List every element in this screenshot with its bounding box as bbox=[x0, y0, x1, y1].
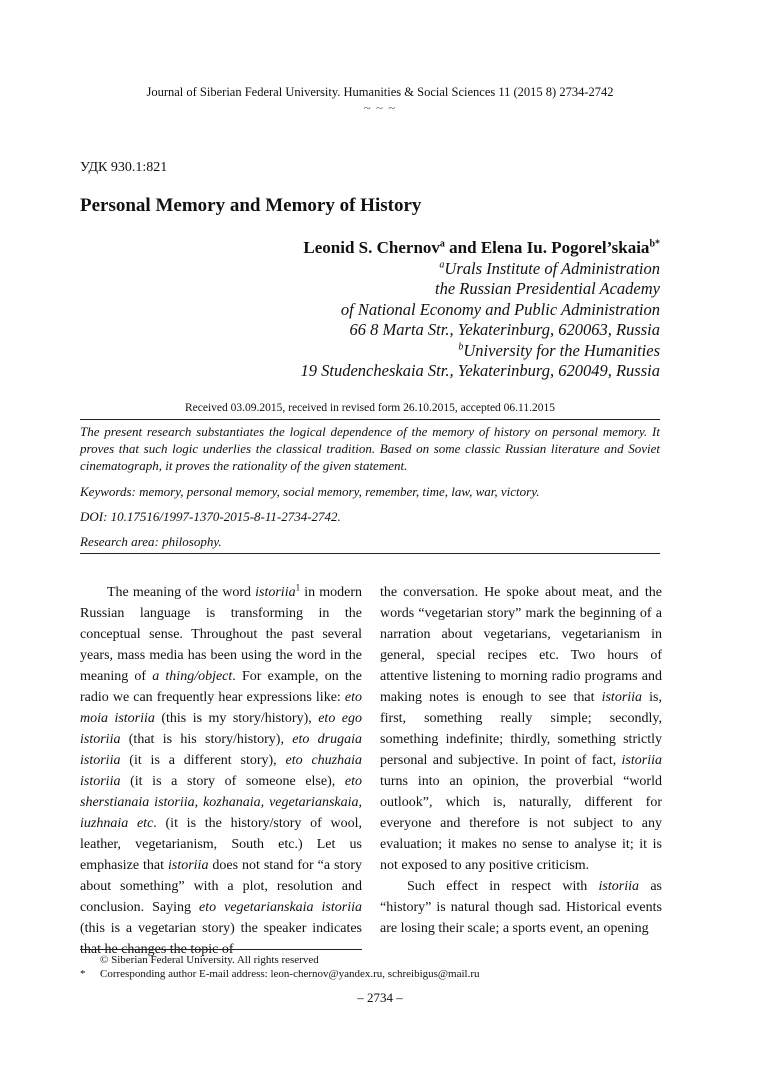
body-paragraph: the conversation. He spoke about meat, and the words “vegetarian story” mark the beginning of a narration about vegetarians, vegetarianism in general, special recipes etc. Two hours of attentive listening to morning radio programs and making notes is enough to see that istoriia is, first, something really simple; secondly, something indefinite; thirdly, something strictly personal and subjective. In point of fact, istoriia turns into an opinion, the proverbial “world outlook”, which is, naturally, different for everyone and therefore is not subject to any evaluation; it makes no sense to analyse it; it is not exposed to any positive criticism. bbox=[380, 585, 663, 873]
doi: DOI: 10.17516/1997-1370-2015-8-11-2734-2742. bbox=[80, 509, 341, 524]
footnote-copyright: © Siberian Federal University. All rights reserved bbox=[100, 954, 319, 966]
affiliations bbox=[100, 259, 660, 381]
author-2-sup: b* bbox=[649, 238, 660, 250]
affil-a-line4: 66 8 Marta Str., Yekaterinburg, 620063, Russia bbox=[349, 320, 660, 340]
paper-title: Personal Memory and Memory of History bbox=[80, 195, 422, 216]
affil-a-sup: a bbox=[439, 259, 445, 271]
authors-and: and bbox=[444, 238, 481, 257]
footnote-rule bbox=[80, 949, 362, 950]
author-2: Elena Iu. Pogorel’skaia bbox=[480, 238, 650, 257]
body-column-left bbox=[80, 582, 362, 960]
affil-b-line2: 19 Studencheskaia Str., Yekaterinburg, 620049, Russia bbox=[300, 361, 660, 381]
footnote-star: * bbox=[80, 968, 86, 980]
affil-a-line3: of National Economy and Public Administration bbox=[340, 299, 660, 319]
affil-b-line1: University for the Humanities bbox=[463, 340, 660, 360]
abstract: The present research substantiates the logical dependence of the memory of history on personal memory. It proves that such logic underlies the classical tradition. Based on some classic Russian literature and Soviet cinematograph, it proves the rationality of the given statement. bbox=[80, 424, 660, 473]
header-separator: ~ ~ ~ bbox=[363, 100, 397, 115]
affil-a-line2: the Russian Presidential Academy bbox=[435, 279, 660, 299]
author-1: Leonid S. Chernov bbox=[303, 238, 440, 257]
page-number: – 2734 – bbox=[357, 990, 403, 1005]
body-paragraph: Such effect in respect with istoriia as “history” is natural though sad. Historical events are losing their scale; a sports event, an opening bbox=[380, 879, 662, 936]
author-1-sup: a bbox=[439, 238, 445, 250]
affil-b-sup: b bbox=[458, 341, 464, 353]
keywords: Keywords: memory, personal memory, social memory, remember, time, law, war, victory. bbox=[80, 484, 540, 499]
journal-header: Journal of Siberian Federal University. Humanities & Social Sciences 11 (2015 8) 2734-2742 bbox=[146, 85, 614, 99]
udk-code: УДК 930.1:821 bbox=[80, 160, 168, 175]
footnote-corresponding: Corresponding author E-mail address: leon-chernov@yandex.ru, schreibigus@mail.ru bbox=[100, 968, 480, 980]
body-paragraph: The meaning of the word istoriia$^1$ in modern Russian language is transforming in the conceptual sense. Throughout the past several years, mass media has been using the word in the meaning of a thing/object. For example, on the radio we can frequently hear expressions like: eto moia istoriia (this is my story/history), eto ego istoriia (that is his story/history), eto drugaia istoriia (it is a different story), eto chuzhaia istoriia (it is a story of someone else), eto sherstianaia istoriia, kozhanaia, vegetarianskaia, iuzhnaia etc. (it is the history/story of wool, leather, vegetarianism, South etc.) Let us emphasize that istoriia does not stand for “a story about something” with a plot, resolution and conclusion. Saying eto vegetarianskaia istoriia (this is a vegetarian story) the speaker indicates that he changes the topic of bbox=[80, 582, 363, 957]
abstract-top-rule bbox=[80, 419, 660, 420]
received-dates: Received 03.09.2015, received in revised form 26.10.2015, accepted 06.11.2015 bbox=[184, 402, 556, 414]
body-column-right bbox=[380, 582, 662, 939]
abstract-bottom-rule bbox=[80, 553, 660, 554]
affil-a-line1: Urals Institute of Administration bbox=[444, 259, 660, 278]
authors-line bbox=[303, 238, 660, 258]
research-area: Research area: philosophy. bbox=[80, 534, 222, 549]
